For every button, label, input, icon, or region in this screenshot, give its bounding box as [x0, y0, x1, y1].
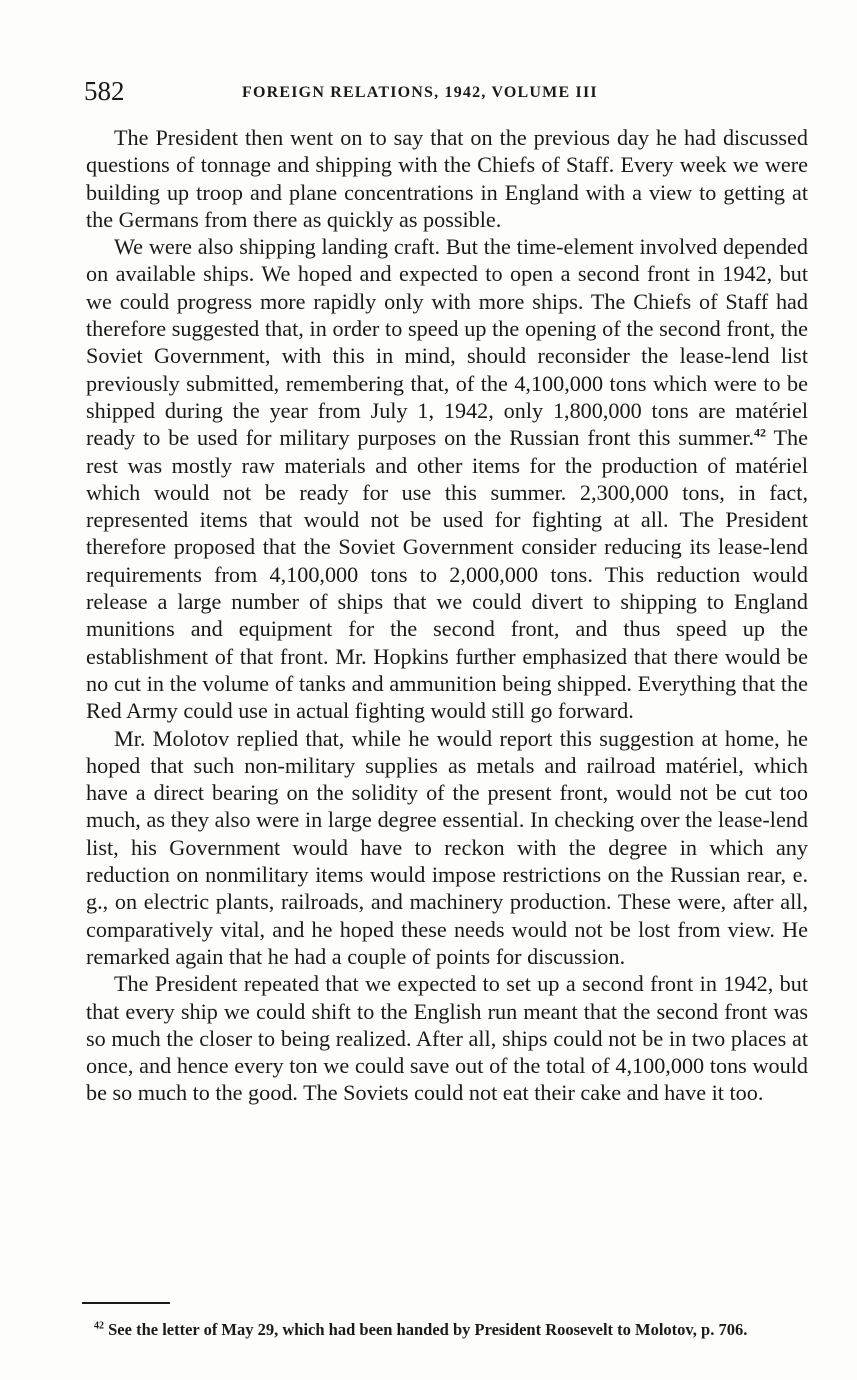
paragraph-1: The President then went on to say that on the previous day he had discussed questions of tonnage and shipping with the Chiefs of Staff. Every week we were building up troop and plane concentrations in England with a view to getting at the Germans from there as quickly as possible. — [86, 125, 808, 232]
page-header — [84, 74, 804, 108]
paragraph-2-text-before-ref: We were also shipping landing craft. But the time-element involved depended on available ships. We hoped and expected to open a second front in 1942, but we could progress more rapidly only with more ships. The Chiefs of Staff had therefore suggested that, in order to speed up the opening of the second front, the Soviet Government, with this in mind, should reconsider the lease-lend list previously submitted, remembering that, of the 4,100,000 tons which were to be shipped during the year from July 1, 1942, only 1,800,000 tons are matériel ready to be used for military purposes on the Russian front this summer. — [86, 234, 808, 451]
footnote — [82, 1320, 804, 1339]
paragraph-2-text-after-ref: The rest was mostly raw materials and other items for the production of matériel which would not be ready for use this summer. 2,300,000 tons, in fact, represented items that would not be used for fighting at all. The President therefore proposed that the Soviet Government consider reducing its lease-lend requirements from 4,100,000 tons to 2,000,000 tons. This reduction would release a large number of ships that we could divert to shipping to England munitions and equipment for the second front, and thus speed up the establishment of that front. Mr. Hopkins further emphasized that there would be no cut in the volume of tanks and ammunition being shipped. Everything that the Red Army could use in actual fighting would still go forward. — [86, 425, 808, 724]
footnote-text: See the letter of May 29, which had been handed by President Roosevelt to Molotov, p. 706. — [104, 1320, 748, 1339]
paragraph-4: The President repeated that we expected to set up a second front in 1942, but that every ship we could shift to the English run meant that the second front was so much the closer to being realized. After all, ships could not be in two places at once, and hence every ton we could save out of the total of 4,100,000 tons would be so much to the good. The Soviets could not eat their cake and have it too. — [86, 971, 808, 1106]
page-number: 582 — [84, 76, 125, 106]
running-head: FOREIGN RELATIONS, 1942, VOLUME III — [242, 84, 598, 101]
body-text — [86, 124, 808, 1107]
footnote-reference[interactable]: 42 — [754, 425, 767, 440]
footnote-divider — [82, 1302, 170, 1304]
paragraph-3: Mr. Molotov replied that, while he would report this suggestion at home, he hoped that such non-military supplies as metals and railroad matériel, which have a direct bearing on the solidity of the present front, would not be cut too much, as they also were in large degree essential. In checking over the lease-lend list, his Government would have to reckon with the degree in which any reduction on nonmilitary items would impose restrictions on the Russian rear, e. g., on electric plants, railroads, and machinery production. These were, after all, comparatively vital, and he hoped these needs would not be lost from view. He remarked again that he had a couple of points for discussion. — [86, 725, 808, 969]
footnote-mark: 42 — [94, 1320, 104, 1332]
paragraph-2 — [86, 233, 808, 724]
